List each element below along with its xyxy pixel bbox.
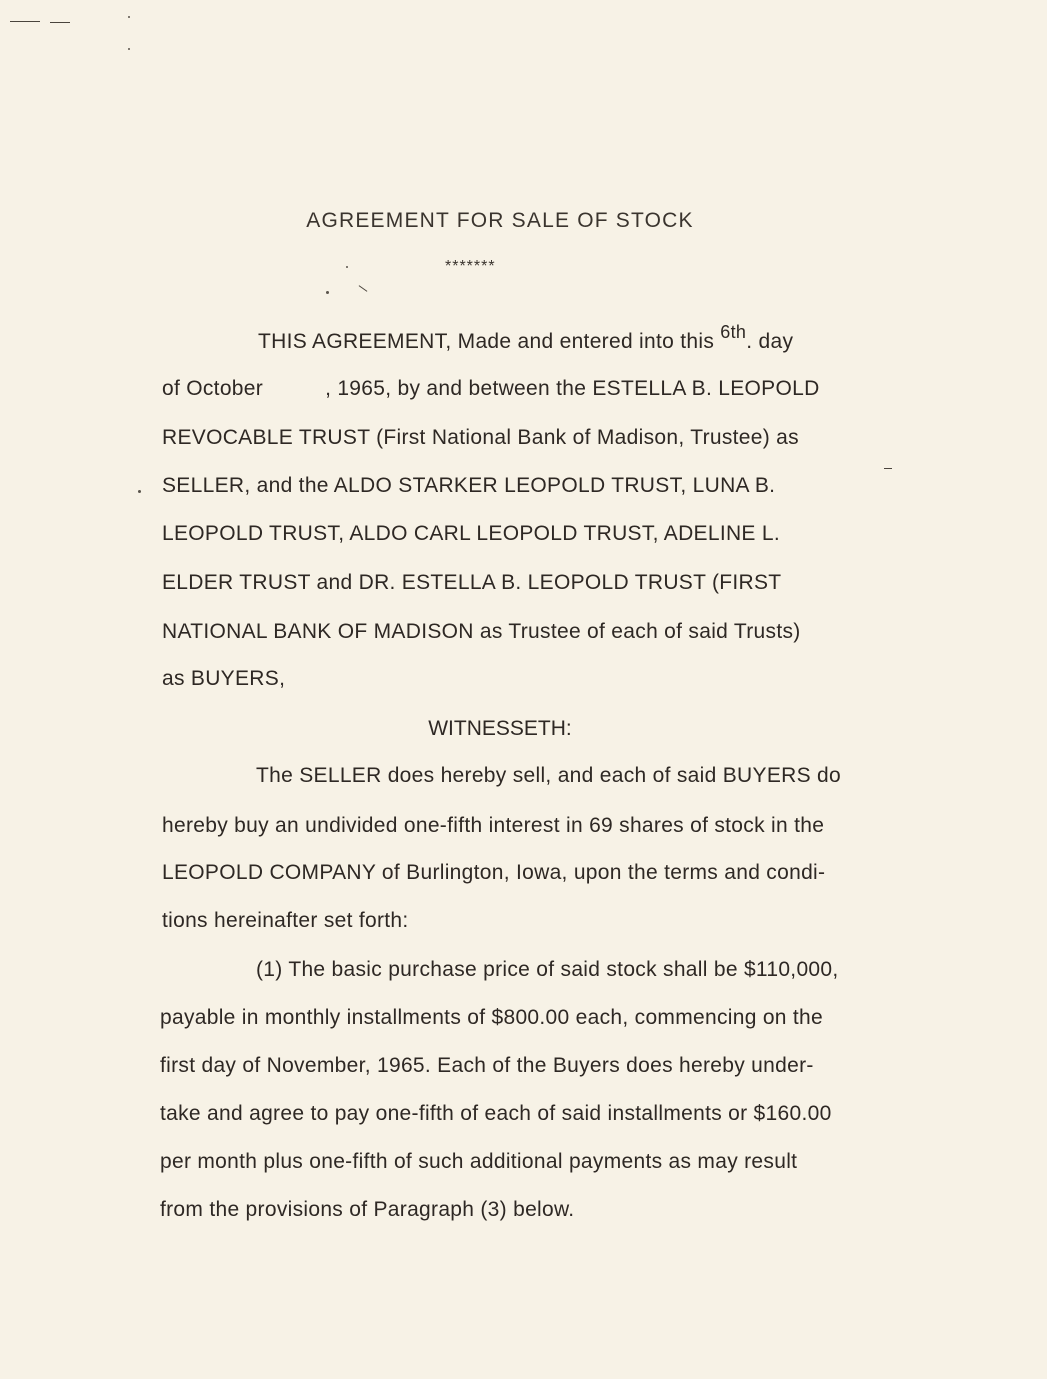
para1-line-2: hereby buy an undivided one-fifth interest in 69 shares of stock in the bbox=[162, 814, 825, 837]
speck bbox=[884, 468, 892, 469]
speck bbox=[128, 16, 130, 18]
opening-text: . day bbox=[746, 330, 794, 353]
opening-line-1 bbox=[258, 322, 794, 354]
para1-line-1: The SELLER does hereby sell, and each of said BUYERS do bbox=[256, 764, 841, 787]
opening-line-3: REVOCABLE TRUST (First National Bank of Madison, Trustee) as bbox=[162, 426, 799, 449]
speck bbox=[346, 266, 348, 268]
para2-line-5: per month plus one-fifth of such additional payments as may result bbox=[160, 1150, 798, 1173]
para2-line-3: first day of November, 1965. Each of the Buyers does hereby under- bbox=[160, 1054, 814, 1077]
opening-line-6: ELDER TRUST and DR. ESTELLA B. LEOPOLD TRUST (FIRST bbox=[162, 571, 782, 594]
document-title: AGREEMENT FOR SALE OF STOCK bbox=[306, 209, 694, 232]
speck bbox=[326, 291, 329, 294]
para2-line-6: from the provisions of Paragraph (3) below. bbox=[160, 1198, 575, 1221]
opening-text: , 1965, by and between the ESTELLA B. LEOPOLD bbox=[325, 377, 820, 400]
para2-line-4: take and agree to pay one-fifth of each of said installments or $160.00 bbox=[160, 1102, 832, 1125]
witnesseth-heading: WITNESSETH: bbox=[428, 717, 572, 740]
opening-text: THIS AGREEMENT, Made and entered into this bbox=[258, 330, 721, 353]
para1-line-4: tions hereinafter set forth: bbox=[162, 909, 409, 932]
opening-line-2 bbox=[162, 377, 820, 401]
para1-line-3: LEOPOLD COMPANY of Burlington, Iowa, upon the terms and condi- bbox=[162, 861, 826, 884]
opening-line-7: NATIONAL BANK OF MADISON as Trustee of each of said Trusts) bbox=[162, 620, 801, 643]
para2-line-1: (1) The basic purchase price of said stock shall be $110,000, bbox=[256, 958, 839, 981]
opening-line-8: as BUYERS, bbox=[162, 667, 286, 690]
speck bbox=[138, 490, 141, 493]
speck bbox=[359, 285, 368, 292]
speck bbox=[128, 48, 130, 50]
day-superscript: 6th bbox=[720, 322, 747, 342]
opening-line-5: LEOPOLD TRUST, ALDO CARL LEOPOLD TRUST, ADELINE L. bbox=[162, 522, 780, 545]
corner-mark bbox=[10, 21, 40, 22]
opening-text: of October bbox=[162, 377, 264, 400]
opening-line-4: SELLER, and the ALDO STARKER LEOPOLD TRUST, LUNA B. bbox=[162, 474, 776, 497]
para2-line-2: payable in monthly installments of $800.00 each, commencing on the bbox=[160, 1006, 824, 1029]
title-separator: ******* bbox=[445, 258, 496, 275]
corner-mark bbox=[50, 22, 70, 23]
